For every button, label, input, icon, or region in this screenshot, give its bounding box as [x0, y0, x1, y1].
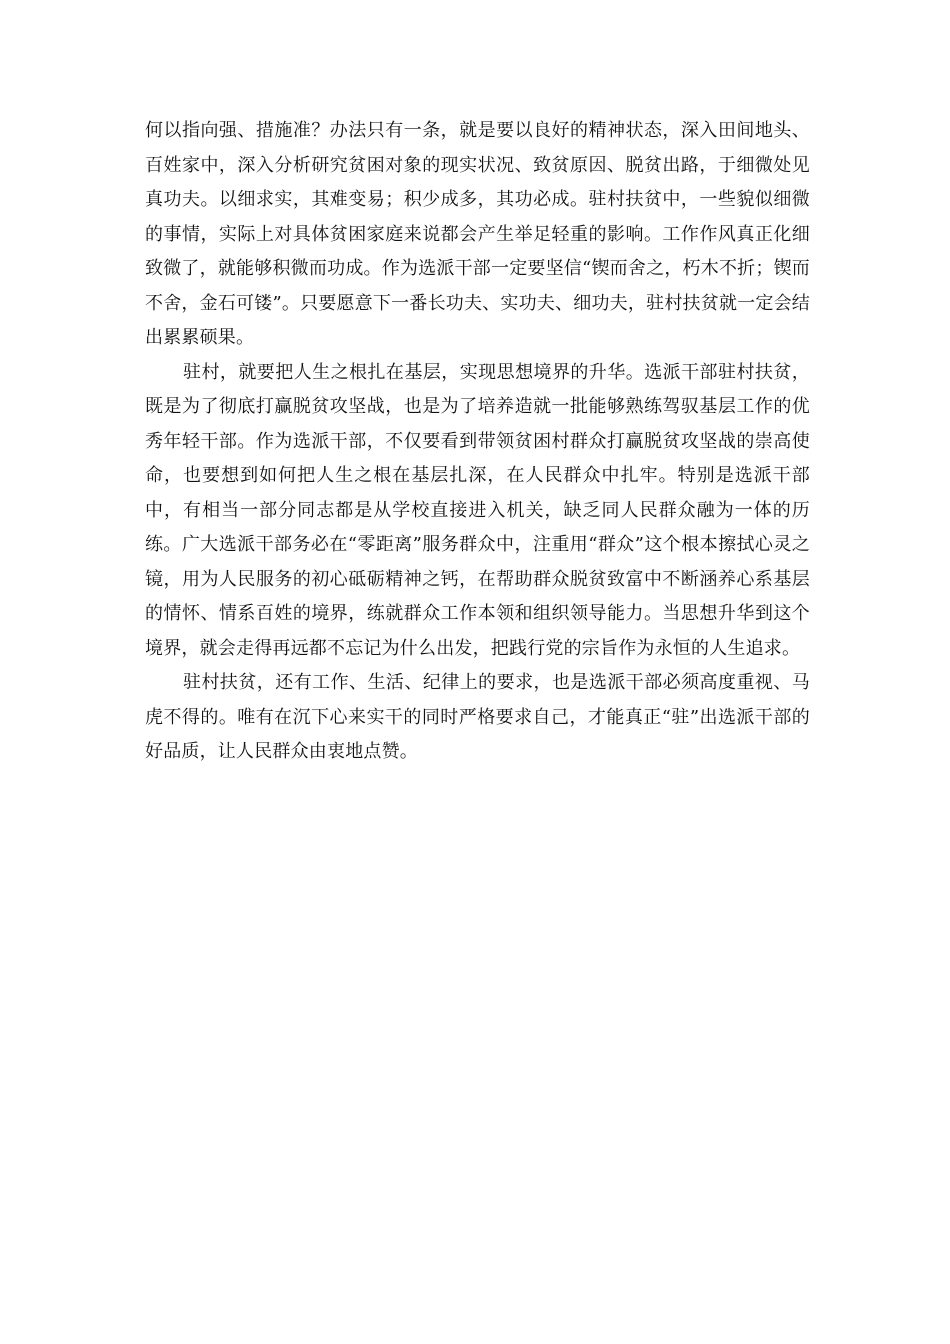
paragraph-1: 何以指向强、措施准？办法只有一条，就是要以良好的精神状态，深入田间地头、百姓家中，深入分析研究贫困对象的现实状况、致贫原因、脱贫出路，于细微处见真功夫。以细求实，其难变易；积少成多，其功必成。驻村扶贫中，一些貌似细微的事情，实际上对具体贫困家庭来说都会产生举足轻重的影响。工作作风真正化细致微了，就能够积微而功成。作为选派干部一定要坚信“锲而舍之，朽木不折；锲而不舍，金石可镂”。只要愿意下一番长功夫、实功夫、细功夫，驻村扶贫就一定会结出累累硕果。: [145, 120, 810, 348]
paragraph-2: 驻村，就要把人生之根扎在基层，实现思想境界的升华。选派干部驻村扶贫，既是为了彻底打赢脱贫攻坚战，也是为了培养造就一批能够熟练驾驭基层工作的优秀年轻干部。作为选派干部，不仅要看到带领贫困村群众打赢脱贫攻坚战的崇高使命，也要想到如何把人生之根在基层扎深，在人民群众中扎牢。特别是选派干部中，有相当一部分同志都是从学校直接进入机关，缺乏同人民群众融为一体的历练。广大选派干部务必在“零距离”服务群众中，注重用“群众”这个根本擦拭心灵之镜，用为人民服务的初心砥砺精神之钙，在帮助群众脱贫致富中不断涵养心系基层的情怀、情系百姓的境界，练就群众工作本领和组织领导能力。当思想升华到这个境界，就会走得再远都不忘记为什么出发，把践行党的宗旨作为永恒的人生追求。: [145, 361, 810, 659]
paragraph-3: 驻村扶贫，还有工作、生活、纪律上的要求，也是选派干部必须高度重视、马虎不得的。唯有在沉下心来实干的同时严格要求自己，才能真正“驻”出选派干部的好品质，让人民群众由衷地点赞。: [145, 672, 810, 762]
document-body: [145, 114, 810, 770]
